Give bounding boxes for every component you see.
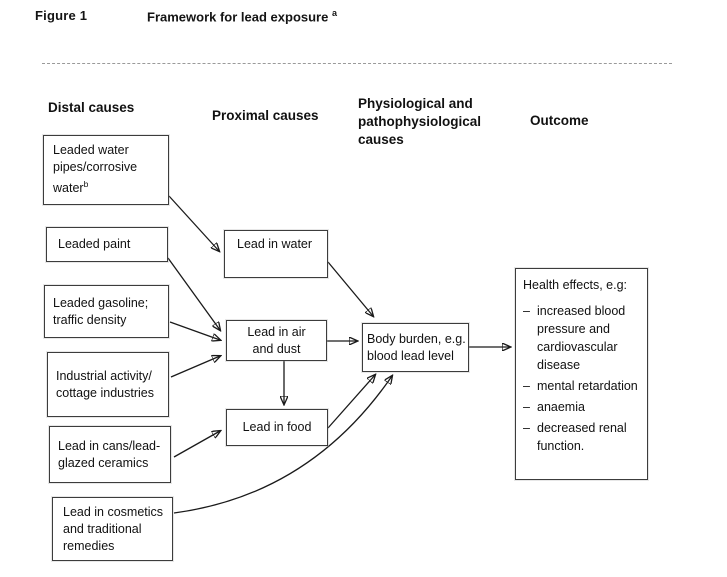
column-header-proximal-causes: Proximal causes xyxy=(212,108,319,123)
health-effects-item xyxy=(523,419,643,455)
node-health-effects xyxy=(515,268,648,480)
health-effects-item-text: mental retardation xyxy=(537,379,638,393)
node-lead-in-food xyxy=(226,409,328,446)
health-effects-item xyxy=(523,302,643,374)
node-line: Leaded paint xyxy=(58,237,131,251)
health-effects-title: Health effects, e.g: xyxy=(523,278,627,292)
dash-bullet: – xyxy=(523,400,530,414)
node-lead-in-cosmetics xyxy=(52,497,173,561)
node-line: traffic density xyxy=(53,312,127,327)
horizontal-rule xyxy=(42,63,672,64)
node-line: Lead in cosmetics xyxy=(63,504,164,519)
health-effects-item-text: decreased renal function. xyxy=(537,421,627,453)
node-line: and traditional xyxy=(63,521,142,536)
node-line: cottage industries xyxy=(56,385,154,400)
arrow-leaded-paint-to-lead-in-air xyxy=(168,258,220,330)
node-footnote-mark: b xyxy=(83,179,89,190)
node-line: Lead in cans/lead- xyxy=(58,438,161,453)
column-header-outcome: Outcome xyxy=(530,113,589,128)
node-line: Lead in water xyxy=(237,237,313,251)
node-lead-in-air-and-dust xyxy=(226,320,327,361)
node-line: Lead in food xyxy=(242,420,312,434)
figure-label: Figure 1 xyxy=(35,8,88,23)
node-leaded-gasoline xyxy=(44,285,169,338)
node-line-text: water xyxy=(53,181,84,196)
node-line: blood lead level xyxy=(367,348,454,363)
health-effects-item-text: increased blood pressure and cardiovascular disease xyxy=(537,304,626,372)
arrow-industrial-to-lead-in-air xyxy=(171,356,220,377)
node-industrial-activity xyxy=(47,352,169,417)
node-line: Industrial activity/ xyxy=(56,368,152,383)
arrow-lead-in-food-to-body-burden xyxy=(328,375,375,428)
column-header-physiological-causes: Physiological and pathophysiological causes xyxy=(358,96,482,147)
figure-caption-text: Framework for lead exposure xyxy=(147,9,329,25)
figure-caption xyxy=(147,8,337,24)
node-line: Lead in air xyxy=(247,324,306,339)
node-body-burden xyxy=(362,323,469,372)
node-leaded-paint xyxy=(46,227,168,262)
node-leaded-water-pipes xyxy=(43,135,169,205)
arrow-lead-in-water-to-body-burden xyxy=(328,262,373,316)
node-line: glazed ceramics xyxy=(58,455,149,470)
node-line: and dust xyxy=(252,341,301,356)
column-header-distal-causes: Distal causes xyxy=(48,100,135,115)
node-line: remedies xyxy=(63,538,115,553)
health-effects-item-text: anaemia xyxy=(537,400,585,414)
arrow-cans-to-lead-in-food xyxy=(174,431,220,457)
node-line xyxy=(53,176,168,197)
health-effects-item xyxy=(523,398,643,416)
node-lead-in-cans xyxy=(49,426,171,483)
dash-bullet: – xyxy=(523,379,530,393)
dash-bullet: – xyxy=(523,304,530,318)
figure-footnote-mark: a xyxy=(331,8,337,18)
node-line: Leaded water xyxy=(53,143,129,158)
dash-bullet: – xyxy=(523,421,530,435)
arrow-leaded-water-to-lead-in-water xyxy=(169,196,219,251)
arrow-gasoline-to-lead-in-air xyxy=(170,322,220,340)
node-line: pipes/corrosive xyxy=(53,160,138,175)
node-lead-in-water xyxy=(224,230,328,278)
node-line: Leaded gasoline; xyxy=(53,295,149,310)
health-effects-item xyxy=(523,377,643,395)
node-line: Body burden, e.g. xyxy=(367,331,466,346)
